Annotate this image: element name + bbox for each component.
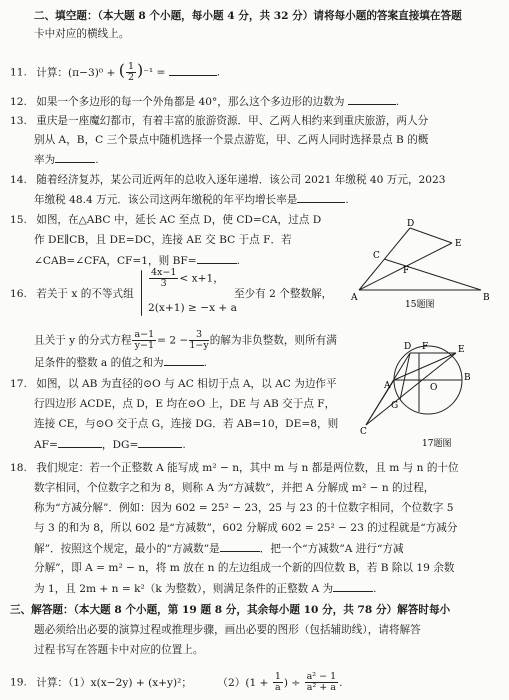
question-12: 12. 如果一个多边形的每一个外角都是 40°，那么这个多边形的边数为 . (10, 96, 400, 108)
q17-text-2: 行四边形 ACDE，点 D，E 均在⊙O 上，DE 与 AB 交于点 F， (34, 398, 336, 410)
label-A: A (351, 293, 358, 303)
q11-fraction: $\frac{1}{2}$ (127, 61, 135, 83)
label-B: B (483, 293, 490, 303)
answer-blank-a[interactable] (333, 582, 373, 592)
q15-text-3: ∠CAB=∠CFA，CF=1，则 BF= . (34, 255, 240, 267)
answer-blank[interactable] (169, 66, 217, 76)
answer-blank[interactable] (55, 153, 95, 163)
q16-number: 16. (10, 288, 27, 300)
figure-17-caption: 17题图 (422, 439, 452, 449)
q18-text-2: 数字相同，个位数字之和为 8，则称 A 为“方减数”，并把 A 分解成 m² − n 的过程， (34, 482, 435, 494)
q13-number: 13. (10, 115, 27, 127)
q18-text-5: 解”．按照这个规定，最小的“方减数”是 ．把一个“方减数”A 进行“方减 (34, 543, 404, 555)
section-3-heading-2: 题必须给出必要的演算过程或推理步骤，画出必要的图形（包括辅助线），请将解答 (34, 624, 421, 636)
q18-text-4: 与 3 的和为 8，所以 602 是“方减数”，602 分解成 602 = 25² − 23 的过程就是“方减分 (34, 522, 458, 534)
q12-number: 12. (10, 96, 27, 108)
question-17 (10, 378, 337, 391)
answer-blank[interactable] (348, 95, 396, 105)
q15-text: 如图，在△ABC 中，延长 AC 至点 D，使 CD=CA，过点 D (36, 214, 322, 226)
q19-number: 19. (10, 676, 27, 689)
figure-15-caption: 15题图 (405, 300, 435, 310)
q11-expression: 计算：(π−3)⁰ + (36, 66, 119, 79)
label-C: C (360, 427, 367, 437)
q15-number: 15. (10, 214, 27, 226)
label-G: G (391, 401, 399, 411)
q19-part-1: 计算：（1）x(x−2y) + (x+y)²； (36, 676, 193, 689)
q16-inequality-1: $\frac{4x-1}{3}$ < x+1， (151, 267, 224, 289)
q16-brace (141, 270, 142, 316)
q17-text-3: 连接 CE，与⊙O 交于点 G，连接 DG．若 AB=10，DE=8，则 (34, 418, 339, 430)
q11-exponent: ⁻¹ = (143, 66, 166, 79)
q19-part-2: （2）(1 + $\frac{1}{a}$ ) ÷ $\frac{\text{a² − 1}}{\text{a² + a}}$ . (217, 671, 343, 693)
q17-text: 如图，以 AB 为直径的⊙O 与 AC 相切于点 A，以 AC 为边作平 (36, 378, 337, 390)
q18-text-7: 为 1，且 2m + n = k²（k 为整数），则满足条件的正整数 A 为 . (34, 583, 377, 595)
answer-blank-af[interactable] (58, 438, 102, 448)
label-E: E (458, 345, 465, 355)
section-2-heading: 二、填空题：（本大题 8 个小题，每小题 4 分，共 32 分）请将每小题的答案直接填在答题 (34, 10, 462, 22)
answer-blank[interactable] (164, 356, 204, 366)
section-2-heading-cont: 卡中对应的横线上。 (34, 28, 130, 40)
q14-text-2: 年缴税 48.4 万元．该公司这两年缴税的年平均增长率是 . (34, 194, 349, 206)
q13-text-3: 率为 . (34, 154, 99, 166)
answer-blank-min[interactable] (220, 542, 260, 552)
q16-inequality-2: 2(x+1) ≥ −x + a (148, 302, 237, 314)
q13-text: 重庆是一座魔幻都市，有着丰富的旅游资源．甲、乙两人相约来到重庆旅游，两人分 (36, 115, 429, 127)
label-F: F (422, 342, 429, 352)
q18-text-3: 称为“方减分解”．例如：因为 602 = 25² − 23，25 与 23 的十位数字相同，个位数字 5 (34, 502, 454, 514)
question-15 (10, 214, 321, 227)
label-D: D (407, 219, 415, 229)
q16-equation-line: 且关于 y 的分式方程 $\frac{a-1}{y-1}$ = 2 − $\frac{3}{1-y}$ 的解为非负整数，则所有满 (34, 329, 337, 351)
question-18 (10, 462, 459, 475)
q18-text: 我们规定：若一个正整数 A 能写成 m² − n，其中 m 与 n 都是两位数，且 m 与 n 的十位 (36, 462, 459, 474)
figure-17 (360, 330, 500, 450)
q16-text-2: 至少有 2 个整数解， (234, 288, 333, 300)
answer-blank[interactable] (197, 254, 237, 264)
label-E: E (455, 239, 462, 249)
q16-text: 若关于 x 的不等式组 (36, 288, 134, 300)
label-F: F (403, 266, 410, 276)
q18-text-6: 分解”，即 A = m² − n，将 m 放在 n 的左边组成一个新的四位数 B，若 B 除以 19 余数 (34, 562, 455, 574)
q18-number: 18. (10, 462, 27, 474)
label-A: A (384, 381, 391, 391)
q16-text-3: 足条件的整数 a 的值之和为 . (34, 357, 207, 369)
q15-text-2: 作 DE∥CB，且 DE=DC，连接 AE 交 BC 于点 F．若 (34, 234, 292, 246)
question-11: 11. 计算：(π−3)⁰ + ( $\frac{1}{2}$ )⁻¹ = . (10, 60, 221, 83)
label-B: B (464, 373, 471, 383)
answer-blank[interactable] (297, 193, 345, 203)
label-D: D (404, 342, 412, 352)
figure-15 (345, 218, 495, 310)
question-16 (10, 288, 134, 301)
answer-blank-dg[interactable] (138, 438, 182, 448)
q17-text-4: AF= ，DG= . (34, 439, 186, 451)
q14-text: 随着经济复苏，某公司近两年的总收入逐年递增．该公司 2021 年缴税 40 万元，2023 (36, 174, 446, 186)
q17-number: 17. (10, 378, 27, 390)
section-3-heading: 三、解答题：（本大题 8 个小题，第 19 题 8 分，其余每小题 10 分，共 78 分）解答时每小 (10, 604, 451, 616)
question-13 (10, 115, 428, 128)
question-14 (10, 174, 446, 187)
label-O: O (430, 383, 438, 393)
section-3-heading-3: 过程书写在答题卡中对应的位置上。 (34, 644, 204, 656)
q11-number: 11. (10, 66, 27, 79)
q12-text: 如果一个多边形的每一个外角都是 40°，那么这个多边形的边数为 (36, 96, 345, 108)
q13-text-2: 别从 A，B，C 三个景点中随机选择一个景点游览，甲、乙两人同时选择景点 B 的概 (34, 134, 429, 146)
q14-number: 14. (10, 174, 27, 186)
question-19 (10, 672, 343, 693)
label-C: C (373, 251, 380, 261)
